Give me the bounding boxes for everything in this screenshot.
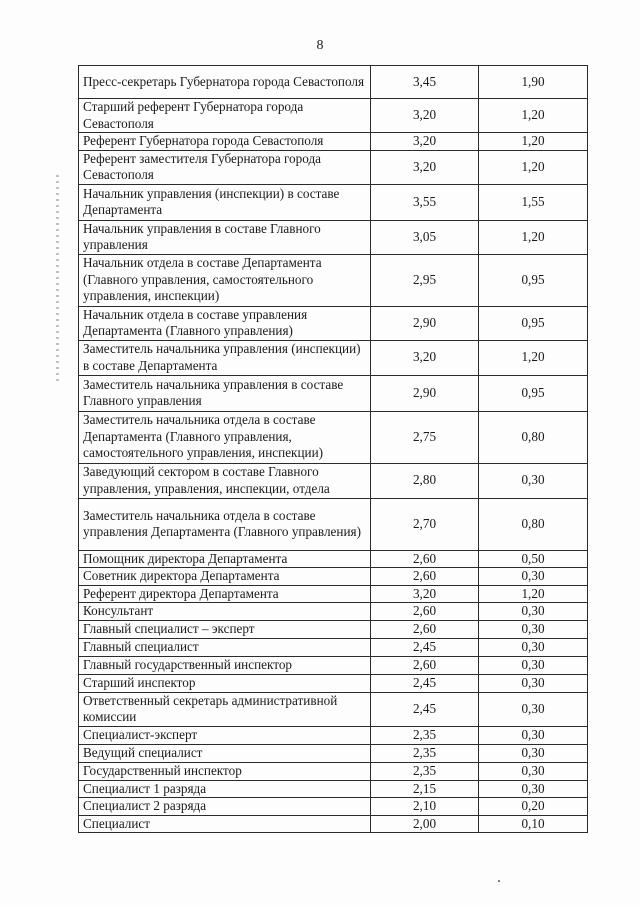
table-row (79, 463, 588, 498)
coefficient-2-cell: 0,30 (479, 762, 588, 780)
position-cell: Старший инспектор (79, 675, 371, 693)
table-row (79, 150, 588, 184)
coefficient-1-cell: 2,35 (371, 726, 479, 744)
position-cell: Заместитель начальника управления в составе Главного управления (79, 375, 371, 411)
coefficient-1-cell: 2,95 (371, 254, 479, 306)
coefficient-2-cell: 0,50 (479, 550, 588, 568)
position-cell: Начальник управления в составе Главного управления (79, 220, 371, 254)
table-row (79, 498, 588, 550)
position-cell: Заведующий сектором в составе Главного управления, управления, инспекции, отдела (79, 463, 371, 498)
position-cell: Ответственный секретарь административной комиссии (79, 692, 371, 726)
table-row (79, 744, 588, 762)
coefficient-2-cell: 0,30 (479, 639, 588, 657)
coefficient-2-cell: 0,95 (479, 254, 588, 306)
table-row (79, 550, 588, 568)
coefficient-1-cell: 2,60 (371, 657, 479, 675)
table-row (79, 375, 588, 411)
position-cell: Начальник отдела в составе управления Департамента (Главного управления) (79, 306, 371, 340)
table-row (79, 99, 588, 133)
page-number: 8 (316, 38, 324, 53)
coefficient-2-cell: 0,30 (479, 463, 588, 498)
table-row (79, 306, 588, 340)
coefficient-2-cell: 0,95 (479, 375, 588, 411)
position-cell: Специалист 1 разряда (79, 780, 371, 798)
position-cell: Помощник директора Департамента (79, 550, 371, 568)
coefficient-1-cell: 2,60 (371, 568, 479, 586)
scan-speck (498, 880, 500, 882)
coefficient-1-cell: 2,45 (371, 675, 479, 693)
coefficient-2-cell: 0,30 (479, 726, 588, 744)
coefficient-2-cell: 0,80 (479, 411, 588, 463)
coefficient-2-cell: 0,20 (479, 798, 588, 816)
table-row (79, 639, 588, 657)
position-cell: Референт директора Департамента (79, 585, 371, 603)
coefficient-2-cell: 1,20 (479, 585, 588, 603)
table-row (79, 184, 588, 220)
table-row (79, 692, 588, 726)
coefficient-1-cell: 3,20 (371, 150, 479, 184)
coefficient-2-cell: 0,30 (479, 780, 588, 798)
coefficient-2-cell: 1,55 (479, 184, 588, 220)
coefficient-1-cell: 3,20 (371, 340, 479, 375)
coefficient-1-cell: 2,75 (371, 411, 479, 463)
position-cell: Специалист (79, 815, 371, 833)
table-row (79, 220, 588, 254)
coefficient-2-cell: 0,30 (479, 744, 588, 762)
coefficient-1-cell: 2,35 (371, 762, 479, 780)
position-cell: Заместитель начальника отдела в составе управления Департамента (Главного управления) (79, 498, 371, 550)
position-cell: Старший референт Губернатора города Севастополя (79, 99, 371, 133)
coefficient-2-cell: 0,80 (479, 498, 588, 550)
position-cell: Советник директора Департамента (79, 568, 371, 586)
scan-edge-marks (56, 175, 59, 385)
coefficient-1-cell: 2,60 (371, 550, 479, 568)
coefficient-1-cell: 2,45 (371, 692, 479, 726)
coefficient-2-cell: 1,20 (479, 340, 588, 375)
position-cell: Ведущий специалист (79, 744, 371, 762)
coefficient-1-cell: 2,90 (371, 306, 479, 340)
coefficient-2-cell: 0,10 (479, 815, 588, 833)
table-row (79, 133, 588, 151)
table-body (79, 66, 588, 833)
position-cell: Государственный инспектор (79, 762, 371, 780)
table-row (79, 621, 588, 639)
coefficient-2-cell: 0,95 (479, 306, 588, 340)
coefficient-1-cell: 2,60 (371, 621, 479, 639)
table-row (79, 411, 588, 463)
position-cell: Заместитель начальника отдела в составе Департамента (Главного управления, самостоятельного управления, инспекции) (79, 411, 371, 463)
coefficient-1-cell: 3,20 (371, 133, 479, 151)
coefficient-1-cell: 2,60 (371, 603, 479, 621)
position-cell: Референт Губернатора города Севастополя (79, 133, 371, 151)
table-row (79, 66, 588, 99)
table-row (79, 340, 588, 375)
coefficient-1-cell: 2,45 (371, 639, 479, 657)
coefficient-2-cell: 0,30 (479, 692, 588, 726)
coefficient-2-cell: 1,20 (479, 99, 588, 133)
coefficient-1-cell: 3,20 (371, 99, 479, 133)
table-row (79, 254, 588, 306)
position-cell: Главный специалист (79, 639, 371, 657)
table-row (79, 657, 588, 675)
table-row (79, 780, 588, 798)
coefficient-1-cell: 2,10 (371, 798, 479, 816)
table-row (79, 726, 588, 744)
coefficient-1-cell: 2,35 (371, 744, 479, 762)
coefficient-1-cell: 2,80 (371, 463, 479, 498)
coefficient-1-cell: 2,15 (371, 780, 479, 798)
coefficient-1-cell: 3,55 (371, 184, 479, 220)
coefficient-2-cell: 0,30 (479, 675, 588, 693)
coefficient-1-cell: 2,90 (371, 375, 479, 411)
position-cell: Специалист-эксперт (79, 726, 371, 744)
coefficient-2-cell: 1,20 (479, 220, 588, 254)
position-cell: Специалист 2 разряда (79, 798, 371, 816)
coefficient-1-cell: 3,45 (371, 66, 479, 99)
table-row (79, 815, 588, 833)
coefficient-2-cell: 1,20 (479, 150, 588, 184)
position-cell: Референт заместителя Губернатора города Севастополя (79, 150, 371, 184)
position-cell: Начальник отдела в составе Департамента (Главного управления, самостоятельного управления, инспекции) (79, 254, 371, 306)
coefficient-2-cell: 1,20 (479, 133, 588, 151)
position-cell: Пресс-секретарь Губернатора города Севастополя (79, 66, 371, 99)
coefficient-1-cell: 2,00 (371, 815, 479, 833)
coefficient-1-cell: 3,20 (371, 585, 479, 603)
coefficient-2-cell: 0,30 (479, 603, 588, 621)
coefficient-2-cell: 0,30 (479, 568, 588, 586)
coefficient-2-cell: 0,30 (479, 621, 588, 639)
table-row (79, 568, 588, 586)
table-row (79, 762, 588, 780)
position-cell: Главный государственный инспектор (79, 657, 371, 675)
position-cell: Консультант (79, 603, 371, 621)
coefficient-1-cell: 2,70 (371, 498, 479, 550)
table-row (79, 585, 588, 603)
position-cell: Главный специалист – эксперт (79, 621, 371, 639)
position-cell: Начальник управления (инспекции) в составе Департамента (79, 184, 371, 220)
table-row (79, 675, 588, 693)
salary-coefficient-table (78, 65, 588, 833)
position-cell: Заместитель начальника управления (инспекции) в составе Департамента (79, 340, 371, 375)
table-row (79, 798, 588, 816)
table-row (79, 603, 588, 621)
coefficient-1-cell: 3,05 (371, 220, 479, 254)
coefficient-2-cell: 0,30 (479, 657, 588, 675)
coefficient-2-cell: 1,90 (479, 66, 588, 99)
